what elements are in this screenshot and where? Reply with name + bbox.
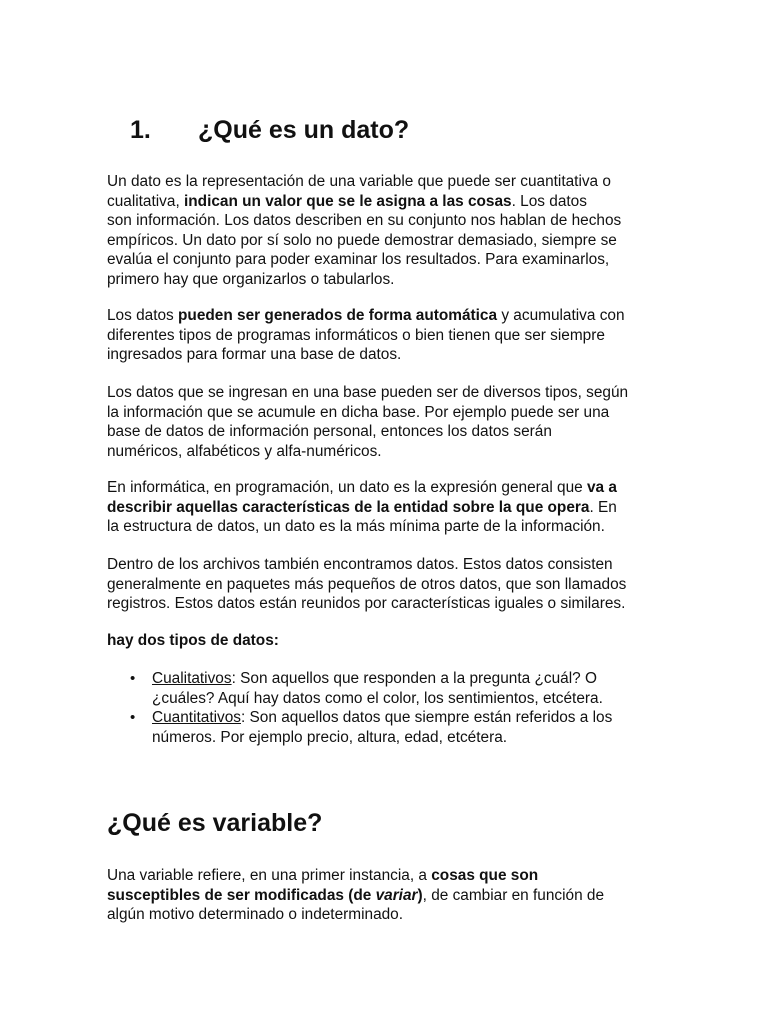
list-item: • Cuantitativos: Son aquellos datos que siempre están referidos a los números. Por ejemplo precio, altura, edad, etcétera.: [130, 709, 613, 746]
bold-phrase: describir aquellas características de la entidad sobre la que opera: [107, 498, 590, 516]
term-cualitativos: Cualitativos: [152, 670, 232, 687]
bold-phrase: susceptibles de ser modificadas (de: [107, 886, 376, 904]
term-cuantitativos: Cuantitativos: [152, 709, 241, 726]
bullet-icon: •: [130, 670, 136, 687]
bold-phrase: pueden ser generados de forma automática: [178, 307, 498, 324]
list-item: • Cualitativos: Son aquellos que responden a la pregunta ¿cuál? O ¿cuáles? Aquí hay datos como el color, los sentimientos, etcétera.: [130, 670, 603, 707]
types-heading: hay dos tipos de datos:: [107, 632, 279, 649]
paragraph-files: Dentro de los archivos también encontramos datos. Estos datos consisten generalmente en paquetes más pequeños de otros datos, que son llamados registros. Estos datos están reunidos por características iguales o similares.: [107, 556, 627, 612]
paragraph-types: Los datos que se ingresan en una base pueden ser de diversos tipos, según la información que se acumule en dicha base. Por ejemplo puede ser una base de datos de información personal, entonces los datos serán numéricos, alfabéticos y alfa-numéricos.: [107, 384, 629, 460]
heading-que-es-variable: ¿Qué es variable?: [107, 809, 323, 837]
bold-phrase: va a: [586, 479, 617, 496]
data-types-list: [130, 669, 650, 747]
paragraph-generation: Los datos pueden ser generados de forma automática y acumulativa con diferentes tipos de programas informáticos o bien tienen que ser siempre ingresados para formar una base de datos.: [107, 307, 625, 363]
paragraph-variable: Una variable refiere, en una primer instancia, a cosas que son susceptibles de ser modificadas (de variar), de cambiar en función de algún motivo determinado o indeterminado.: [107, 867, 605, 923]
heading-number: 1.: [130, 116, 151, 144]
paragraph-informatics: En informática, en programación, un dato es la expresión general que va a describir aquellas características de la entidad sobre la que opera. En la estructura de datos, un dato es la más mínima parte de la información.: [107, 479, 617, 535]
heading-que-es-un-dato: [130, 114, 409, 146]
bold-phrase: cosas que son: [431, 867, 539, 884]
bold-phrase: indican un valor que se le asigna a las cosas: [184, 192, 512, 210]
heading-title: ¿Qué es un dato?: [198, 116, 410, 144]
bullet-icon: •: [130, 709, 136, 726]
bold-italic-word: variar: [375, 886, 418, 904]
paragraph-definition: Un dato es la representación de una variable que puede ser cuantitativa o cualitativa, indican un valor que se le asigna a las cosas. Los datos son información. Los datos describen en su conjunto nos hablan de hechos empíricos. Un dato por sí solo no puede demostrar demasiado, siempre se evalúa el conjunto para poder examinar los resultados. Para examinarlos, primero hay que organizarlos o tabularlos.: [107, 173, 622, 288]
